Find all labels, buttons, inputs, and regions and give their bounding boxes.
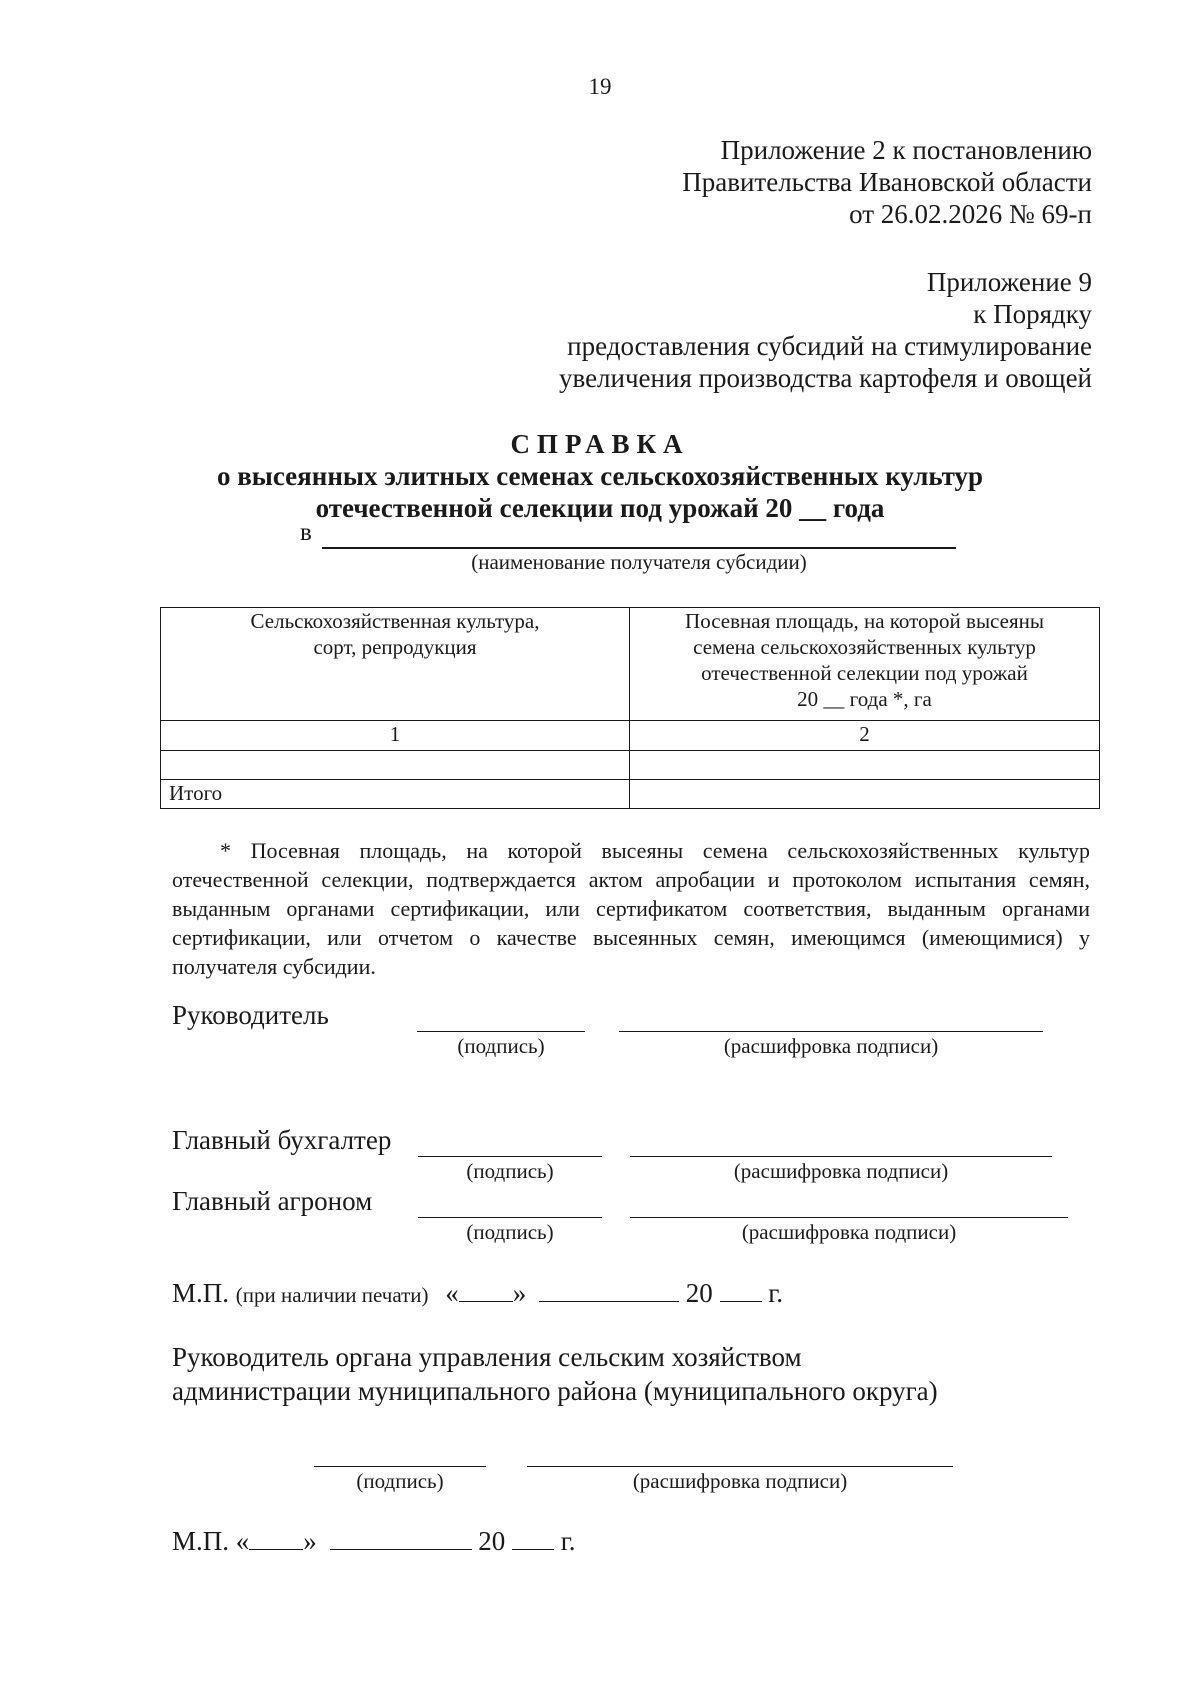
authority-line2: администрации муниципального района (муниципального округа)	[172, 1376, 938, 1406]
accountant-decoding-line[interactable]	[630, 1156, 1052, 1157]
seal2-year-prefix: 20	[478, 1526, 506, 1556]
seal1-quote-open: «	[445, 1278, 459, 1308]
title-line3: отечественной селекции под урожай 20 __ года	[315, 493, 885, 523]
appendix-main-line2: Правительства Ивановской области	[682, 167, 1092, 197]
seal2-mp: М.П.	[172, 1526, 230, 1556]
authority-line1: Руководитель органа управления сельским хозяйством	[172, 1342, 802, 1372]
table-total-row	[161, 780, 1100, 809]
appendix-order-line4: увеличения производства картофеля и овощей	[558, 363, 1092, 393]
table-header-row	[161, 608, 1100, 721]
appendix-order-line1: Приложение 9	[926, 267, 1092, 297]
document-title	[0, 428, 1200, 524]
head-decoding-line[interactable]	[619, 1031, 1043, 1032]
total-value-cell[interactable]	[630, 780, 1100, 809]
accountant-signature-line[interactable]	[418, 1156, 602, 1157]
appendix-order-line2: к Порядку	[973, 299, 1092, 329]
table-cell-area[interactable]	[630, 751, 1100, 780]
title-main: СПРАВКА	[510, 429, 690, 459]
appendix-main-block	[682, 134, 1092, 230]
appendix-main-line1: Приложение 2 к постановлению	[720, 135, 1092, 165]
seal2-month-field[interactable]	[330, 1529, 472, 1550]
seal2-quote-open: «	[235, 1526, 250, 1556]
table-row	[161, 751, 1100, 780]
agronomist-label: Главный агроном	[172, 1186, 373, 1216]
authority-signature-caption: (подпись)	[356, 1469, 444, 1493]
seal1-year-prefix: 20	[685, 1278, 713, 1308]
appendix-main-line3: от 26.02.2026 № 69-п	[849, 199, 1092, 229]
head-signature-caption: (подпись)	[457, 1034, 545, 1058]
recipient-field[interactable]	[322, 547, 956, 549]
agronomist-decoding-line[interactable]	[630, 1217, 1068, 1218]
total-label-cell	[161, 780, 630, 809]
seal1-note: (при наличии печати)	[235, 1283, 429, 1307]
seal1-year-suffix: г.	[768, 1278, 784, 1308]
authority-block	[172, 1340, 938, 1408]
seal1-day-field[interactable]	[459, 1281, 513, 1302]
appendix-order-block	[559, 266, 1092, 394]
seal1-year-field[interactable]	[720, 1281, 762, 1302]
accountant-decoding-caption: (расшифровка подписи)	[733, 1159, 949, 1183]
col1-header: Сельскохозяйственная культура, сорт, репродукция	[161, 608, 630, 721]
seal1-mp: М.П.	[172, 1278, 230, 1308]
table-cell-crop[interactable]	[161, 751, 630, 780]
head-label: Руководитель	[172, 1000, 329, 1030]
accountant-signature-caption: (подпись)	[466, 1159, 554, 1183]
footnote: * Посевная площадь, на которой высеяны семена сельскохозяйственных культур отечественной селекции, подтверждается актом апробации и протоколом испытания семян, выданным органами сертификации, или сертификатом соответствия, выданным органами сертификации, или отчетом о качестве высеянных семян, имеющимся (имеющимися) у получателя субсидии.	[172, 838, 1090, 979]
seal2-day-field[interactable]	[249, 1529, 303, 1550]
recipient-caption: (наименование получателя субсидии)	[471, 550, 807, 574]
page-number: 19	[588, 74, 612, 99]
title-line2: о высеянных элитных семенах сельскохозяйственных культур	[216, 461, 984, 491]
head-decoding-caption: (расшифровка подписи)	[723, 1034, 939, 1058]
agronomist-signature-caption: (подпись)	[466, 1220, 554, 1244]
agronomist-decoding-caption: (расшифровка подписи)	[741, 1220, 957, 1244]
seal2-quote-close: »	[303, 1526, 317, 1556]
seal2-row	[172, 1526, 576, 1557]
accountant-label: Главный бухгалтер	[172, 1125, 392, 1155]
seal2-year-suffix: г.	[560, 1526, 576, 1556]
authority-decoding-caption: (расшифровка подписи)	[632, 1469, 848, 1493]
seal1-row	[172, 1278, 783, 1309]
seal2-year-field[interactable]	[512, 1529, 554, 1550]
head-signature-line[interactable]	[417, 1031, 585, 1032]
appendix-order-line3: предоставления субсидий на стимулирование	[567, 331, 1092, 361]
col2-header: Посевная площадь, на которой высеяны семена сельскохозяйственных культур отечественной селекции под урожай 20 __ года *, га	[630, 608, 1100, 721]
authority-decoding-line[interactable]	[527, 1466, 953, 1467]
recipient-prefix: в	[300, 519, 312, 546]
col1-number: 1	[161, 721, 630, 751]
col2-number: 2	[630, 721, 1100, 751]
agronomist-signature-line[interactable]	[418, 1217, 602, 1218]
seeds-table	[160, 607, 1100, 809]
authority-signature-line[interactable]	[314, 1466, 486, 1467]
seal1-month-field[interactable]	[539, 1281, 679, 1302]
table-number-row	[161, 721, 1100, 751]
seal1-quote-close: »	[512, 1278, 527, 1308]
total-label: Итого	[169, 781, 223, 805]
